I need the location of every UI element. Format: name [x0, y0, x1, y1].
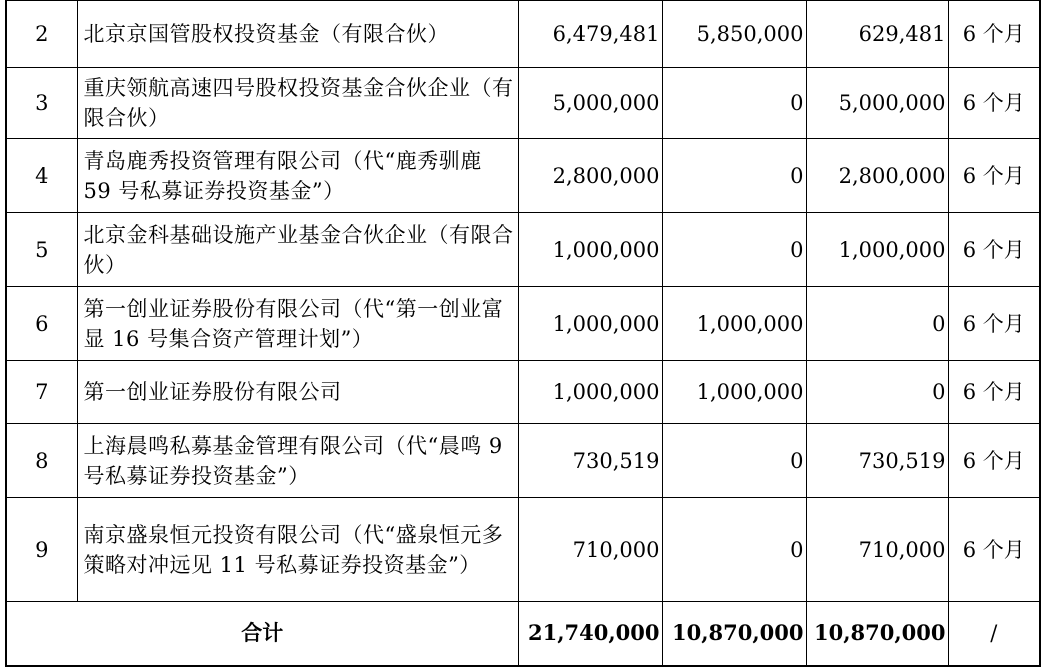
investor-name: 第一创业证券股份有限公司（代“第一创业富显 16 号集合资产管理计划”）	[77, 287, 518, 361]
lock-period: 6 个月	[948, 139, 1040, 213]
row-number: 8	[6, 424, 77, 498]
total-shares-col2: 10,870,000	[662, 602, 806, 666]
total-subscription-shares: 21,740,000	[518, 602, 662, 666]
row-number: 7	[6, 361, 77, 424]
shares-col2: 5,850,000	[662, 1, 806, 68]
table-row	[6, 361, 1040, 424]
shares-col3: 5,000,000	[806, 68, 948, 139]
table-row	[6, 424, 1040, 498]
lock-period: 6 个月	[948, 213, 1040, 287]
shares-col2: 1,000,000	[662, 361, 806, 424]
subscription-shares: 6,479,481	[518, 1, 662, 68]
lock-period: 6 个月	[948, 498, 1040, 602]
subscription-shares: 1,000,000	[518, 213, 662, 287]
row-number: 9	[6, 498, 77, 602]
subscription-shares: 1,000,000	[518, 287, 662, 361]
shares-col2: 0	[662, 68, 806, 139]
subscription-shares: 2,800,000	[518, 139, 662, 213]
table-row	[6, 498, 1040, 602]
lock-period: 6 个月	[948, 287, 1040, 361]
lock-period: 6 个月	[948, 68, 1040, 139]
investor-name: 上海晨鸣私募基金管理有限公司（代“晨鸣 9 号私募证券投资基金”）	[77, 424, 518, 498]
shares-col2: 0	[662, 213, 806, 287]
subscription-shares: 5,000,000	[518, 68, 662, 139]
total-row	[6, 602, 1040, 666]
row-number: 4	[6, 139, 77, 213]
table-row	[6, 68, 1040, 139]
allocation-table	[5, 0, 1041, 667]
investor-name: 北京京国管股权投资基金（有限合伙）	[77, 1, 518, 68]
investor-name: 青岛鹿秀投资管理有限公司（代“鹿秀驯鹿 59 号私募证券投资基金”）	[77, 139, 518, 213]
shares-col3: 0	[806, 287, 948, 361]
shares-col2: 0	[662, 139, 806, 213]
investor-name: 南京盛泉恒元投资有限公司（代“盛泉恒元多策略对冲远见 11 号私募证券投资基金”）	[77, 498, 518, 602]
row-number: 2	[6, 1, 77, 68]
total-lock-period: /	[948, 602, 1040, 666]
shares-col3: 2,800,000	[806, 139, 948, 213]
row-number: 6	[6, 287, 77, 361]
total-shares-col3: 10,870,000	[806, 602, 948, 666]
investor-name: 第一创业证券股份有限公司	[77, 361, 518, 424]
table-row	[6, 1, 1040, 68]
row-number: 5	[6, 213, 77, 287]
investor-name: 重庆领航高速四号股权投资基金合伙企业（有限合伙）	[77, 68, 518, 139]
lock-period: 6 个月	[948, 424, 1040, 498]
shares-col3: 1,000,000	[806, 213, 948, 287]
investor-name: 北京金科基础设施产业基金合伙企业（有限合伙）	[77, 213, 518, 287]
subscription-shares: 730,519	[518, 424, 662, 498]
table-row	[6, 287, 1040, 361]
total-label: 合计	[6, 602, 518, 666]
lock-period: 6 个月	[948, 1, 1040, 68]
shares-col2: 0	[662, 498, 806, 602]
shares-col2: 0	[662, 424, 806, 498]
lock-period: 6 个月	[948, 361, 1040, 424]
shares-col2: 1,000,000	[662, 287, 806, 361]
table-row	[6, 139, 1040, 213]
shares-col3: 0	[806, 361, 948, 424]
subscription-shares: 1,000,000	[518, 361, 662, 424]
table-row	[6, 213, 1040, 287]
row-number: 3	[6, 68, 77, 139]
subscription-shares: 710,000	[518, 498, 662, 602]
shares-col3: 629,481	[806, 1, 948, 68]
shares-col3: 710,000	[806, 498, 948, 602]
shares-col3: 730,519	[806, 424, 948, 498]
